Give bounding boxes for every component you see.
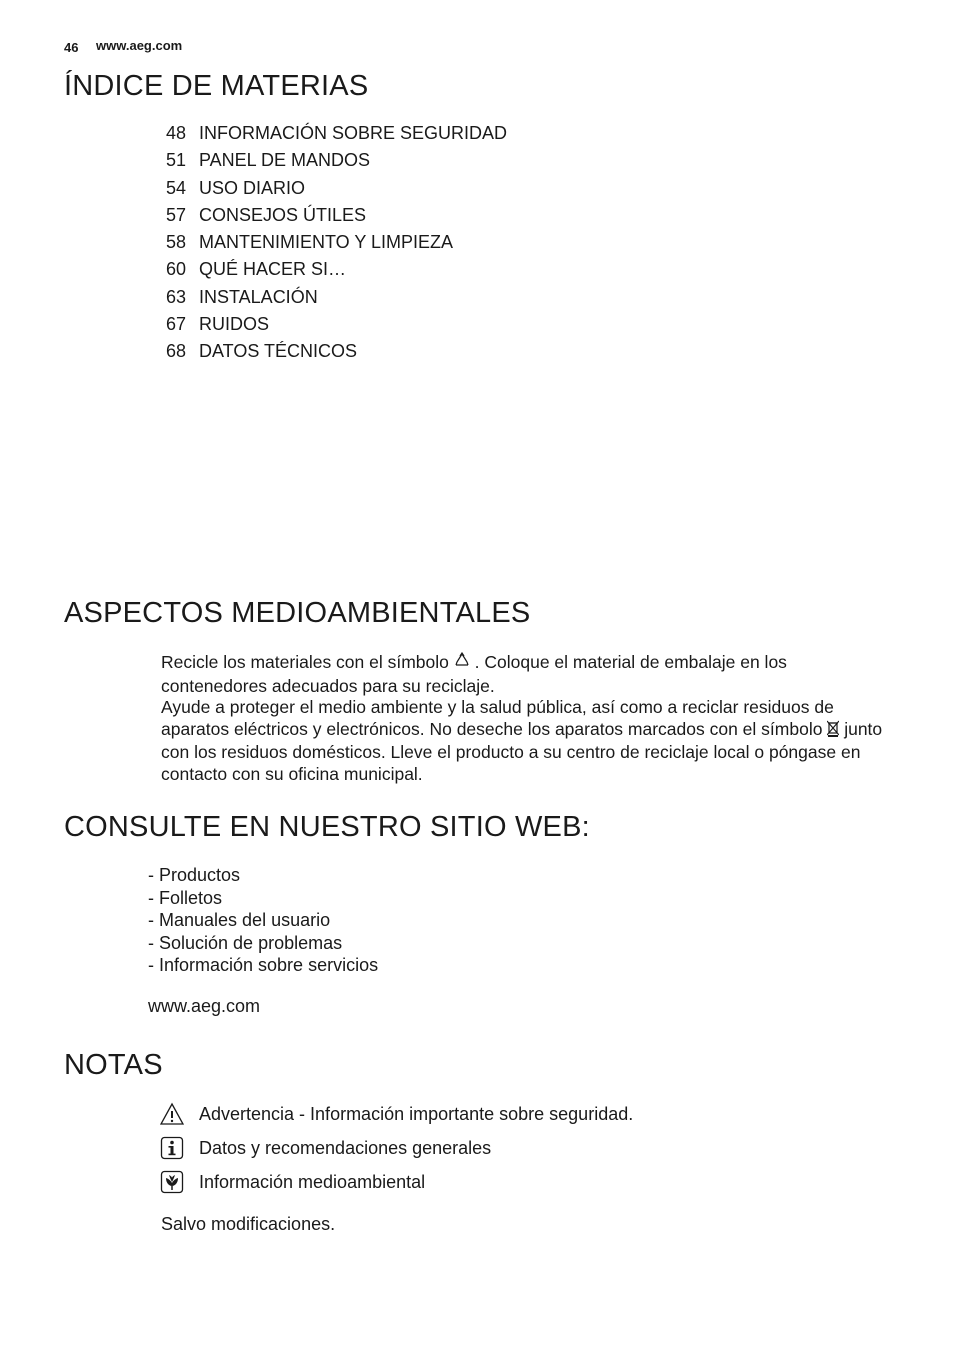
toc-page: 67 xyxy=(166,314,187,335)
note-warning-text: Advertencia - Información importante sobre seguridad. xyxy=(199,1103,634,1124)
note-info-text: Datos y recomendaciones generales xyxy=(199,1137,492,1158)
environment-paragraph xyxy=(161,652,891,697)
page-number: 46 xyxy=(64,40,79,55)
toc-page: 68 xyxy=(166,341,187,362)
info-icon xyxy=(160,1136,184,1160)
website-title: CONSULTE EN NUESTRO SITIO WEB: xyxy=(64,811,590,843)
note-info xyxy=(160,1136,491,1160)
toc-item[interactable] xyxy=(166,285,507,312)
website-url-link[interactable]: www.aeg.com xyxy=(148,996,261,1016)
toc-item[interactable] xyxy=(166,203,507,230)
website-list xyxy=(148,864,378,977)
recycle-text-before: Recicle los materiales con el símbolo xyxy=(161,652,449,672)
toc-item[interactable] xyxy=(166,121,507,148)
warning-triangle-icon xyxy=(160,1102,184,1126)
note-environment-text: Información medioambiental xyxy=(199,1171,426,1192)
website-item-productos: - Productos xyxy=(148,865,241,885)
toc-page: 57 xyxy=(166,204,187,225)
weee-text-after: junto con los residuos domésticos. Lleve el producto a su centro de reciclaje local o póngase en contacto con su oficina municipal. xyxy=(161,718,883,784)
header-site-link[interactable]: www.aeg.com xyxy=(96,38,183,53)
toc-item[interactable] xyxy=(166,257,507,284)
toc-label: RUIDOS xyxy=(199,314,270,335)
toc-label: INSTALACIÓN xyxy=(199,286,318,307)
footer-note: Salvo modificaciones. xyxy=(161,1214,336,1234)
toc-label: QUÉ HACER SI… xyxy=(199,259,347,280)
toc-label: DATOS TÉCNICOS xyxy=(199,341,358,362)
environment-leaf-icon xyxy=(160,1170,184,1194)
toc-page: 58 xyxy=(166,232,187,253)
toc-title: ÍNDICE DE MATERIAS xyxy=(64,70,369,102)
notes-title: NOTAS xyxy=(64,1049,163,1081)
website-item-manuales: - Manuales del usuario xyxy=(148,910,331,931)
environment-text xyxy=(161,652,891,785)
note-warning xyxy=(160,1102,633,1126)
toc-label: MANTENIMIENTO Y LIMPIEZA xyxy=(199,232,454,253)
note-environment xyxy=(160,1170,425,1194)
toc-label: INFORMACIÓN SOBRE SEGURIDAD xyxy=(199,123,508,143)
website-item-folletos: - Folletos xyxy=(148,887,223,908)
toc-item[interactable] xyxy=(166,148,507,175)
crossed-bin-icon xyxy=(827,720,839,743)
environment-paragraph xyxy=(161,697,891,785)
toc-page: 54 xyxy=(166,177,187,198)
toc-page: 48 xyxy=(166,123,187,143)
toc-list xyxy=(166,121,507,367)
website-item-servicios: - Información sobre servicios xyxy=(148,955,379,976)
weee-text-before: Ayude a proteger el medio ambiente y la salud pública, así como a reciclar residuos de aparatos eléctricos y electrónicos. No deseche los aparatos marcados con el símbolo xyxy=(161,697,834,739)
toc-item[interactable] xyxy=(166,230,507,257)
recycle-text-after: . Coloque el material de embalaje en los contenedores adecuados para su reciclaje. xyxy=(161,652,787,696)
environment-title: ASPECTOS MEDIOAMBIENTALES xyxy=(64,597,531,629)
toc-page: 51 xyxy=(166,150,187,171)
toc-label: CONSEJOS ÚTILES xyxy=(199,204,367,225)
recycle-icon xyxy=(454,652,470,676)
toc-label: PANEL DE MANDOS xyxy=(199,150,371,171)
toc-label: USO DIARIO xyxy=(199,177,306,198)
toc-page: 60 xyxy=(166,259,187,280)
toc-item[interactable] xyxy=(166,312,507,339)
website-item-solucion: - Solución de problemas xyxy=(148,932,343,953)
toc-item[interactable] xyxy=(166,176,507,203)
toc-item[interactable] xyxy=(166,339,507,366)
toc-page: 63 xyxy=(166,286,187,307)
